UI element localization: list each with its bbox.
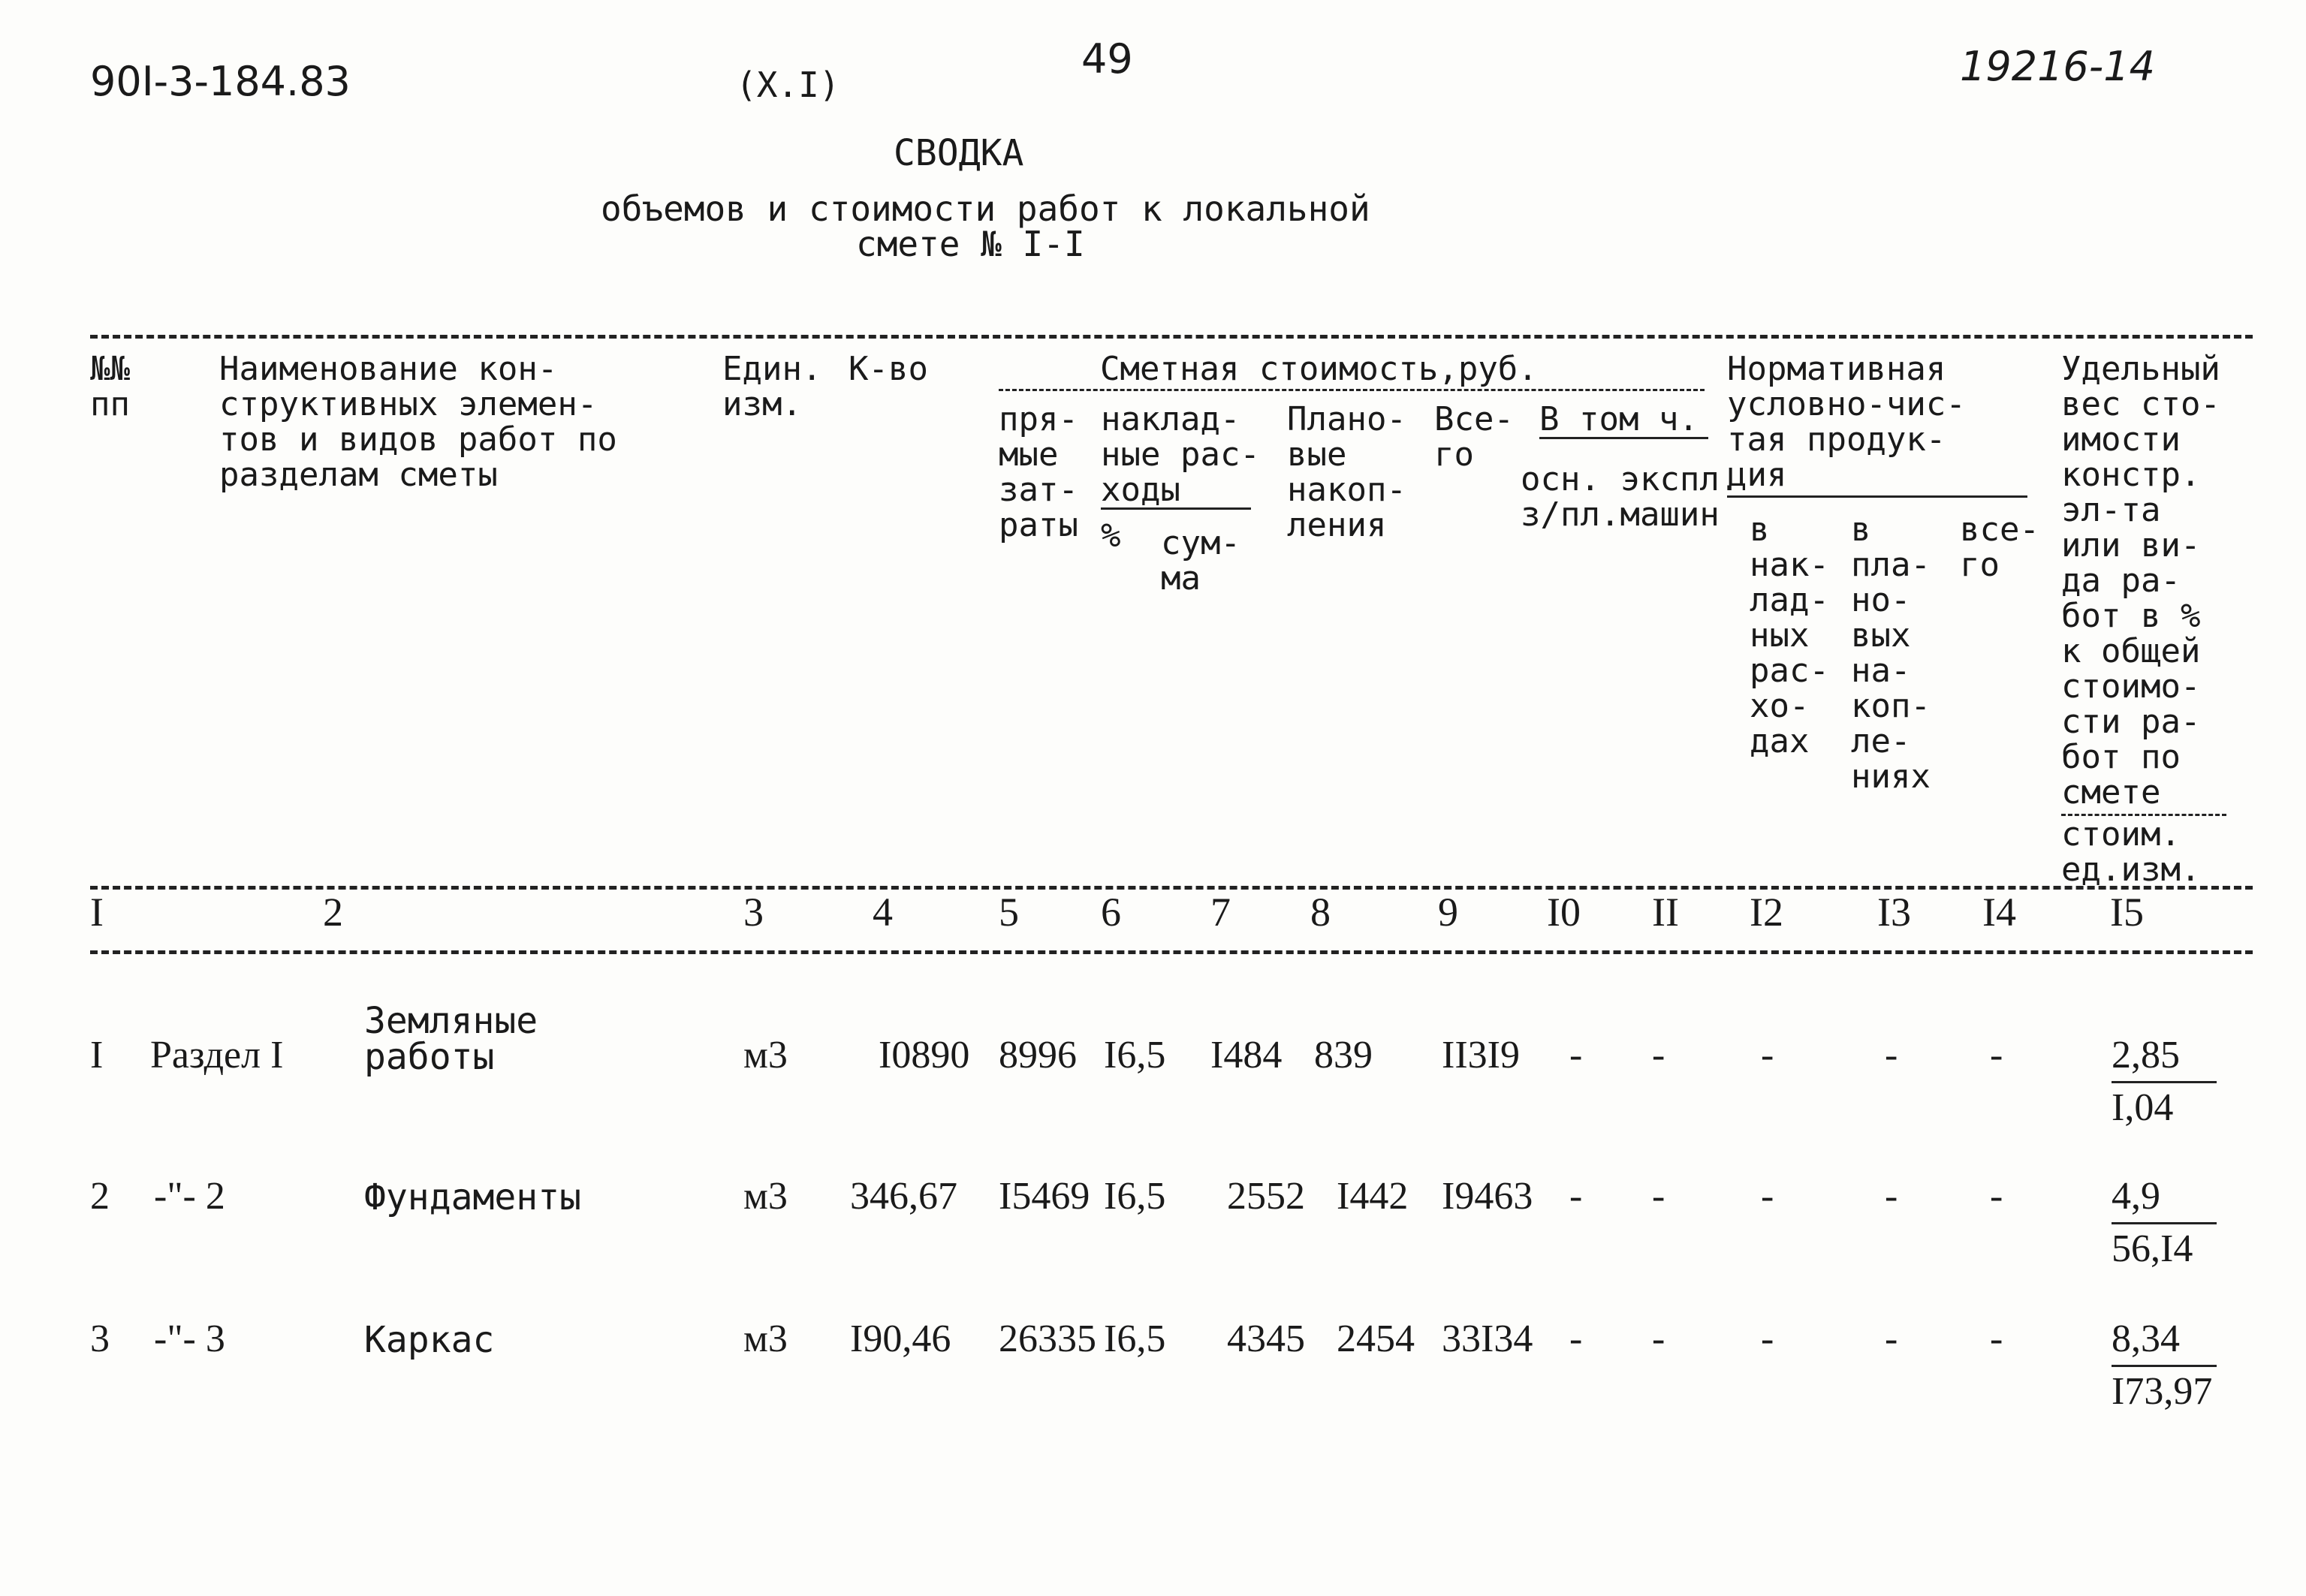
page-number: 49 bbox=[1081, 35, 1133, 83]
row-name: Фундаменты bbox=[364, 1176, 581, 1218]
row-name: Каркас bbox=[364, 1319, 495, 1361]
header-num: №№ пп bbox=[90, 350, 130, 423]
row-overhead-pct: I6,5 bbox=[1104, 1034, 1166, 1077]
row-col14: - bbox=[1990, 1034, 2003, 1077]
column-number: 4 bbox=[873, 890, 893, 935]
document-section-code: (X.I) bbox=[736, 65, 840, 105]
row-col13: - bbox=[1885, 1317, 1898, 1360]
row-overhead-sum: I484 bbox=[1210, 1034, 1283, 1077]
header-share: Удельный вес сто- имости констр. эл-та или ви- да ра- бот в % к общей стоимо- сти ра- бот по смете bbox=[2061, 350, 2220, 812]
header-overhead: наклад- ные рас- ходы bbox=[1101, 400, 1260, 509]
header-direct: пря- мые зат- раты bbox=[999, 400, 1078, 544]
header-including-sub: осн. экспл. з/пл.машин bbox=[1521, 460, 1740, 534]
column-number: I3 bbox=[1877, 890, 1911, 935]
row-col12: - bbox=[1761, 1034, 1774, 1077]
column-number: 9 bbox=[1438, 890, 1458, 935]
row-overhead-pct: I6,5 bbox=[1104, 1317, 1166, 1360]
table-top-rule bbox=[90, 335, 2253, 339]
row-col11: - bbox=[1652, 1034, 1665, 1077]
column-number: 7 bbox=[1210, 890, 1231, 935]
column-number: I0 bbox=[1547, 890, 1581, 935]
row-section: Раздел I bbox=[150, 1034, 284, 1077]
row-num: 3 bbox=[90, 1317, 110, 1360]
document-code: 90I-3-184.83 bbox=[90, 58, 351, 105]
column-number: 6 bbox=[1101, 890, 1121, 935]
row-direct: 26335 bbox=[999, 1317, 1096, 1360]
header-unit: Един. изм. bbox=[722, 350, 822, 423]
row-unit: м3 bbox=[743, 1175, 788, 1218]
document-subtitle-line2: смете № I-I bbox=[856, 224, 1085, 264]
overhead-rule bbox=[1101, 507, 1251, 510]
header-cost-group: Сметная стоимость,руб. bbox=[1100, 350, 1538, 388]
header-norm-planned: в пла- но- вых на- коп- ле- ниях bbox=[1851, 510, 1931, 796]
row-direct: I5469 bbox=[999, 1175, 1090, 1218]
header-total: Все- го bbox=[1434, 400, 1514, 474]
including-rule bbox=[1539, 437, 1708, 439]
row-col14: - bbox=[1990, 1317, 2003, 1360]
header-planned: Плано- вые накоп- ления bbox=[1287, 400, 1406, 544]
column-number: II bbox=[1652, 890, 1679, 935]
row-num: 2 bbox=[90, 1175, 110, 1218]
column-number: 3 bbox=[743, 890, 764, 935]
row-col13: - bbox=[1885, 1034, 1898, 1077]
row-section: -"- 3 bbox=[154, 1317, 225, 1360]
column-number: 2 bbox=[323, 890, 343, 935]
row-col14: - bbox=[1990, 1175, 2003, 1218]
header-norm-group: Нормативная условно-чис- тая продук- ция bbox=[1727, 350, 1966, 494]
row-qty: I0890 bbox=[879, 1034, 970, 1077]
column-number: I5 bbox=[2110, 890, 2144, 935]
row-share-rule bbox=[2112, 1081, 2217, 1083]
row-share-denominator: I,04 bbox=[2112, 1086, 2174, 1129]
row-col11: - bbox=[1652, 1317, 1665, 1360]
header-norm-overhead: в нак- лад- ных рас- хо- дах bbox=[1750, 510, 1829, 760]
row-share-denominator: 56,I4 bbox=[2112, 1227, 2193, 1270]
archive-number: 19216-14 bbox=[1960, 43, 2155, 90]
cost-group-rule bbox=[999, 389, 1705, 391]
column-number: 8 bbox=[1310, 890, 1331, 935]
header-overhead-sum: сум- ма bbox=[1161, 524, 1240, 598]
column-number: I2 bbox=[1750, 890, 1783, 935]
row-col12: - bbox=[1761, 1317, 1774, 1360]
row-overhead-sum: 2552 bbox=[1227, 1175, 1305, 1218]
header-including: В том ч. bbox=[1539, 400, 1699, 438]
row-direct: 8996 bbox=[999, 1034, 1077, 1077]
row-col12: - bbox=[1761, 1175, 1774, 1218]
row-num: I bbox=[90, 1034, 104, 1077]
row-total: I9463 bbox=[1442, 1175, 1533, 1218]
row-share-denominator: I73,97 bbox=[2112, 1370, 2213, 1413]
norm-group-rule bbox=[1727, 495, 2027, 498]
row-section: -"- 2 bbox=[154, 1175, 225, 1218]
row-planned: I442 bbox=[1337, 1175, 1409, 1218]
header-name: Наименование кон- структивных элемен- тов и видов работ по разделам сметы bbox=[219, 350, 617, 494]
column-numbers-top-rule bbox=[90, 886, 2253, 890]
column-number: I4 bbox=[1982, 890, 2016, 935]
row-col10: - bbox=[1569, 1175, 1583, 1218]
row-name: Земляные работы bbox=[364, 1000, 538, 1078]
row-planned: 839 bbox=[1314, 1034, 1373, 1077]
row-share-rule bbox=[2112, 1222, 2217, 1224]
row-col11: - bbox=[1652, 1175, 1665, 1218]
header-norm-total: все- го bbox=[1960, 510, 2039, 584]
row-qty: I90,46 bbox=[850, 1317, 951, 1360]
row-total: 33I34 bbox=[1442, 1317, 1533, 1360]
document-title: СВОДКА bbox=[894, 132, 1024, 174]
header-qty: К-во bbox=[849, 350, 928, 388]
row-share-rule bbox=[2112, 1365, 2217, 1367]
row-unit: м3 bbox=[743, 1317, 788, 1360]
row-planned: 2454 bbox=[1337, 1317, 1415, 1360]
row-overhead-sum: 4345 bbox=[1227, 1317, 1305, 1360]
row-col10: - bbox=[1569, 1317, 1583, 1360]
row-total: II3I9 bbox=[1442, 1034, 1520, 1077]
column-number: I bbox=[90, 890, 104, 935]
header-overhead-pct: % bbox=[1101, 516, 1121, 555]
document-subtitle: объемов и стоимости работ к локальной bbox=[601, 188, 1370, 229]
row-unit: м3 bbox=[743, 1034, 788, 1077]
row-share-numerator: 8,34 bbox=[2112, 1317, 2180, 1360]
header-share-denominator: стоим. ед.изм. bbox=[2061, 815, 2201, 889]
column-number: 5 bbox=[999, 890, 1019, 935]
row-overhead-pct: I6,5 bbox=[1104, 1175, 1166, 1218]
row-qty: 346,67 bbox=[850, 1175, 957, 1218]
row-col13: - bbox=[1885, 1175, 1898, 1218]
column-numbers-bottom-rule bbox=[90, 950, 2253, 954]
row-share-numerator: 2,85 bbox=[2112, 1034, 2180, 1077]
row-col10: - bbox=[1569, 1034, 1583, 1077]
row-share-numerator: 4,9 bbox=[2112, 1175, 2160, 1218]
